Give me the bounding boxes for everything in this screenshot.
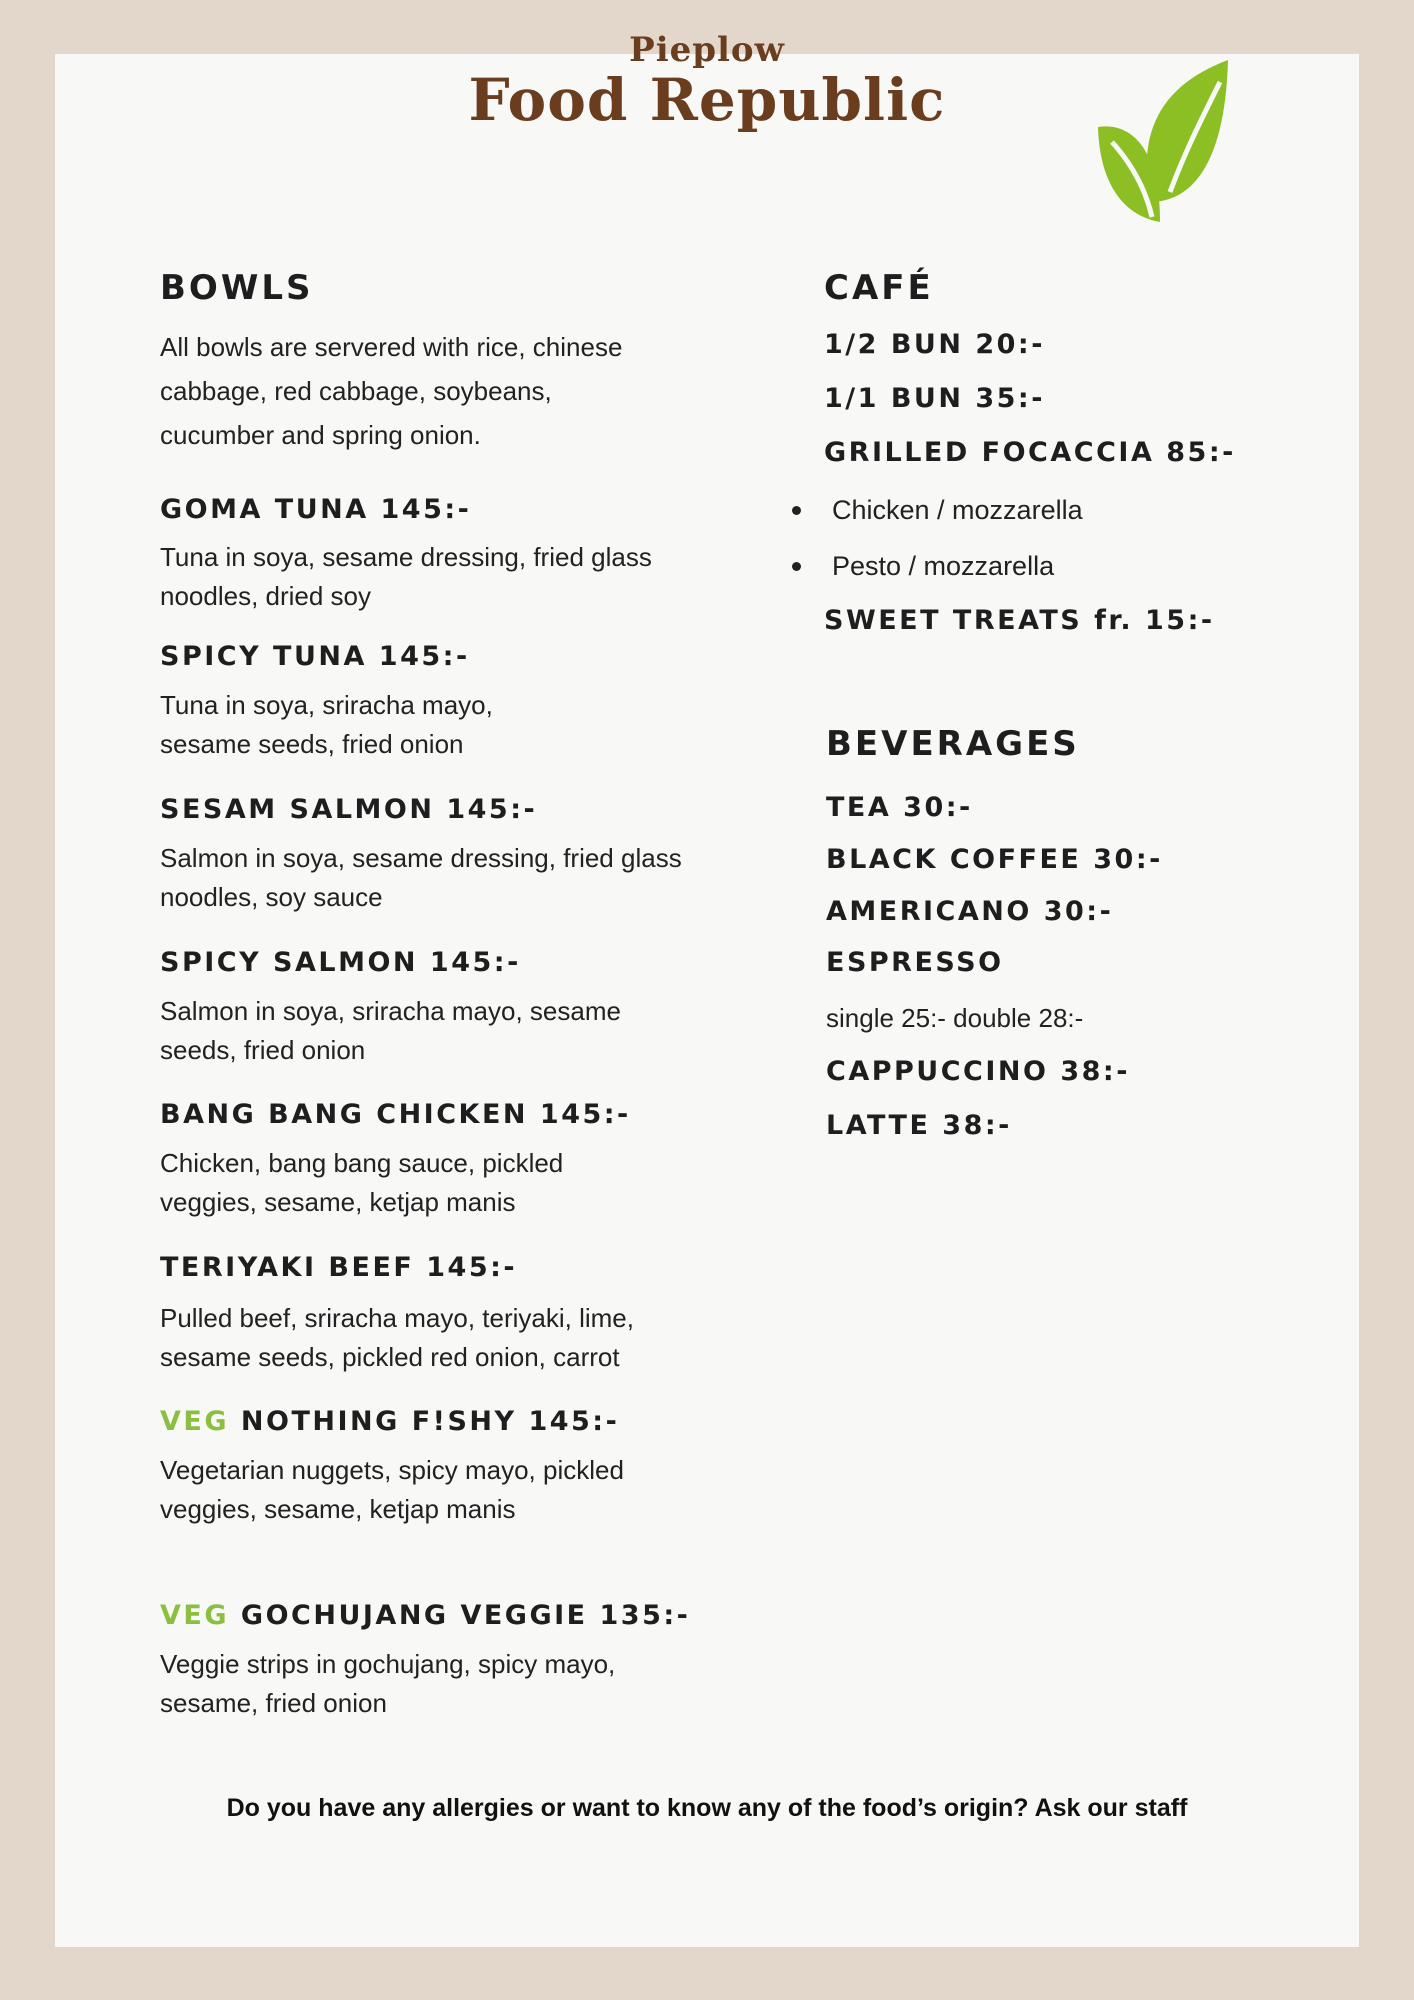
bowl-item-title: VEG NOTHING F!SHY 145:- bbox=[160, 1406, 620, 1437]
bowl-item-title: SPICY SALMON 145:- bbox=[160, 947, 521, 978]
cafe-item: 1/2 BUN 20:- bbox=[824, 329, 1045, 360]
focaccia-option: Pesto / mozzarella bbox=[780, 538, 1083, 594]
veg-tag: VEG bbox=[160, 1406, 230, 1437]
leaf-icon bbox=[1090, 52, 1240, 232]
beverage-item: BLACK COFFEE 30:- bbox=[826, 844, 1163, 875]
focaccia-option: Chicken / mozzarella bbox=[780, 482, 1083, 538]
beverages-heading: BEVERAGES bbox=[826, 724, 1080, 764]
bowl-item-desc: Vegetarian nuggets, spicy mayo, pickled veggies, sesame, ketjap manis bbox=[160, 1455, 624, 1524]
bowl-item-title: TERIYAKI BEEF 145:- bbox=[160, 1252, 518, 1283]
focaccia-options bbox=[780, 482, 1083, 594]
bowl-item-title: SESAM SALMON 145:- bbox=[160, 794, 538, 825]
bowl-item-desc: Chicken, bang bang sauce, pickled veggies, sesame, ketjap manis bbox=[160, 1148, 564, 1217]
espresso-note: single 25:- double 28:- bbox=[826, 1003, 1084, 1033]
bowl-item-desc: Salmon in soya, sriracha mayo, sesame seeds, fried onion bbox=[160, 996, 621, 1065]
bowls-intro: All bowls are servered with rice, chinese cabbage, red cabbage, soybeans, cucumber and spring onion. bbox=[160, 332, 623, 450]
bowl-item-title: VEG GOCHUJANG VEGGIE 135:- bbox=[160, 1600, 691, 1631]
bowl-item-desc: Tuna in soya, sriracha mayo, sesame seeds, fried onion bbox=[160, 690, 493, 759]
cafe-heading: CAFÉ bbox=[824, 268, 934, 308]
bowl-item-desc: Pulled beef, sriracha mayo, teriyaki, lime, sesame seeds, pickled red onion, carrot bbox=[160, 1303, 634, 1372]
beverage-item: ESPRESSO bbox=[826, 947, 1004, 978]
bowl-item-title: GOMA TUNA 145:- bbox=[160, 494, 472, 525]
bowl-item-desc: Tuna in soya, sesame dressing, fried glass noodles, dried soy bbox=[160, 542, 652, 611]
cafe-item: GRILLED FOCACCIA 85:- bbox=[824, 437, 1236, 468]
allergy-note: Do you have any allergies or want to know any of the food’s origin? Ask our staff bbox=[226, 1794, 1188, 1822]
brand-title: Food Republic bbox=[468, 66, 946, 134]
sweet-treats: SWEET TREATS fr. 15:- bbox=[824, 605, 1215, 636]
beverage-item: CAPPUCCINO 38:- bbox=[826, 1056, 1130, 1087]
veg-tag: VEG bbox=[160, 1600, 230, 1631]
cafe-item: 1/1 BUN 35:- bbox=[824, 383, 1045, 414]
bowl-item-desc: Veggie strips in gochujang, spicy mayo, sesame, fried onion bbox=[160, 1649, 616, 1718]
brand-subtitle: Pieplow bbox=[629, 30, 785, 70]
bowls-heading: BOWLS bbox=[160, 268, 314, 308]
beverage-item: LATTE 38:- bbox=[826, 1110, 1012, 1141]
beverage-item: TEA 30:- bbox=[826, 792, 973, 823]
bowl-item-title: BANG BANG CHICKEN 145:- bbox=[160, 1099, 631, 1130]
bowl-item-desc: Salmon in soya, sesame dressing, fried glass noodles, soy sauce bbox=[160, 843, 682, 912]
bowl-item-title: SPICY TUNA 145:- bbox=[160, 641, 470, 672]
beverage-item: AMERICANO 30:- bbox=[826, 896, 1114, 927]
